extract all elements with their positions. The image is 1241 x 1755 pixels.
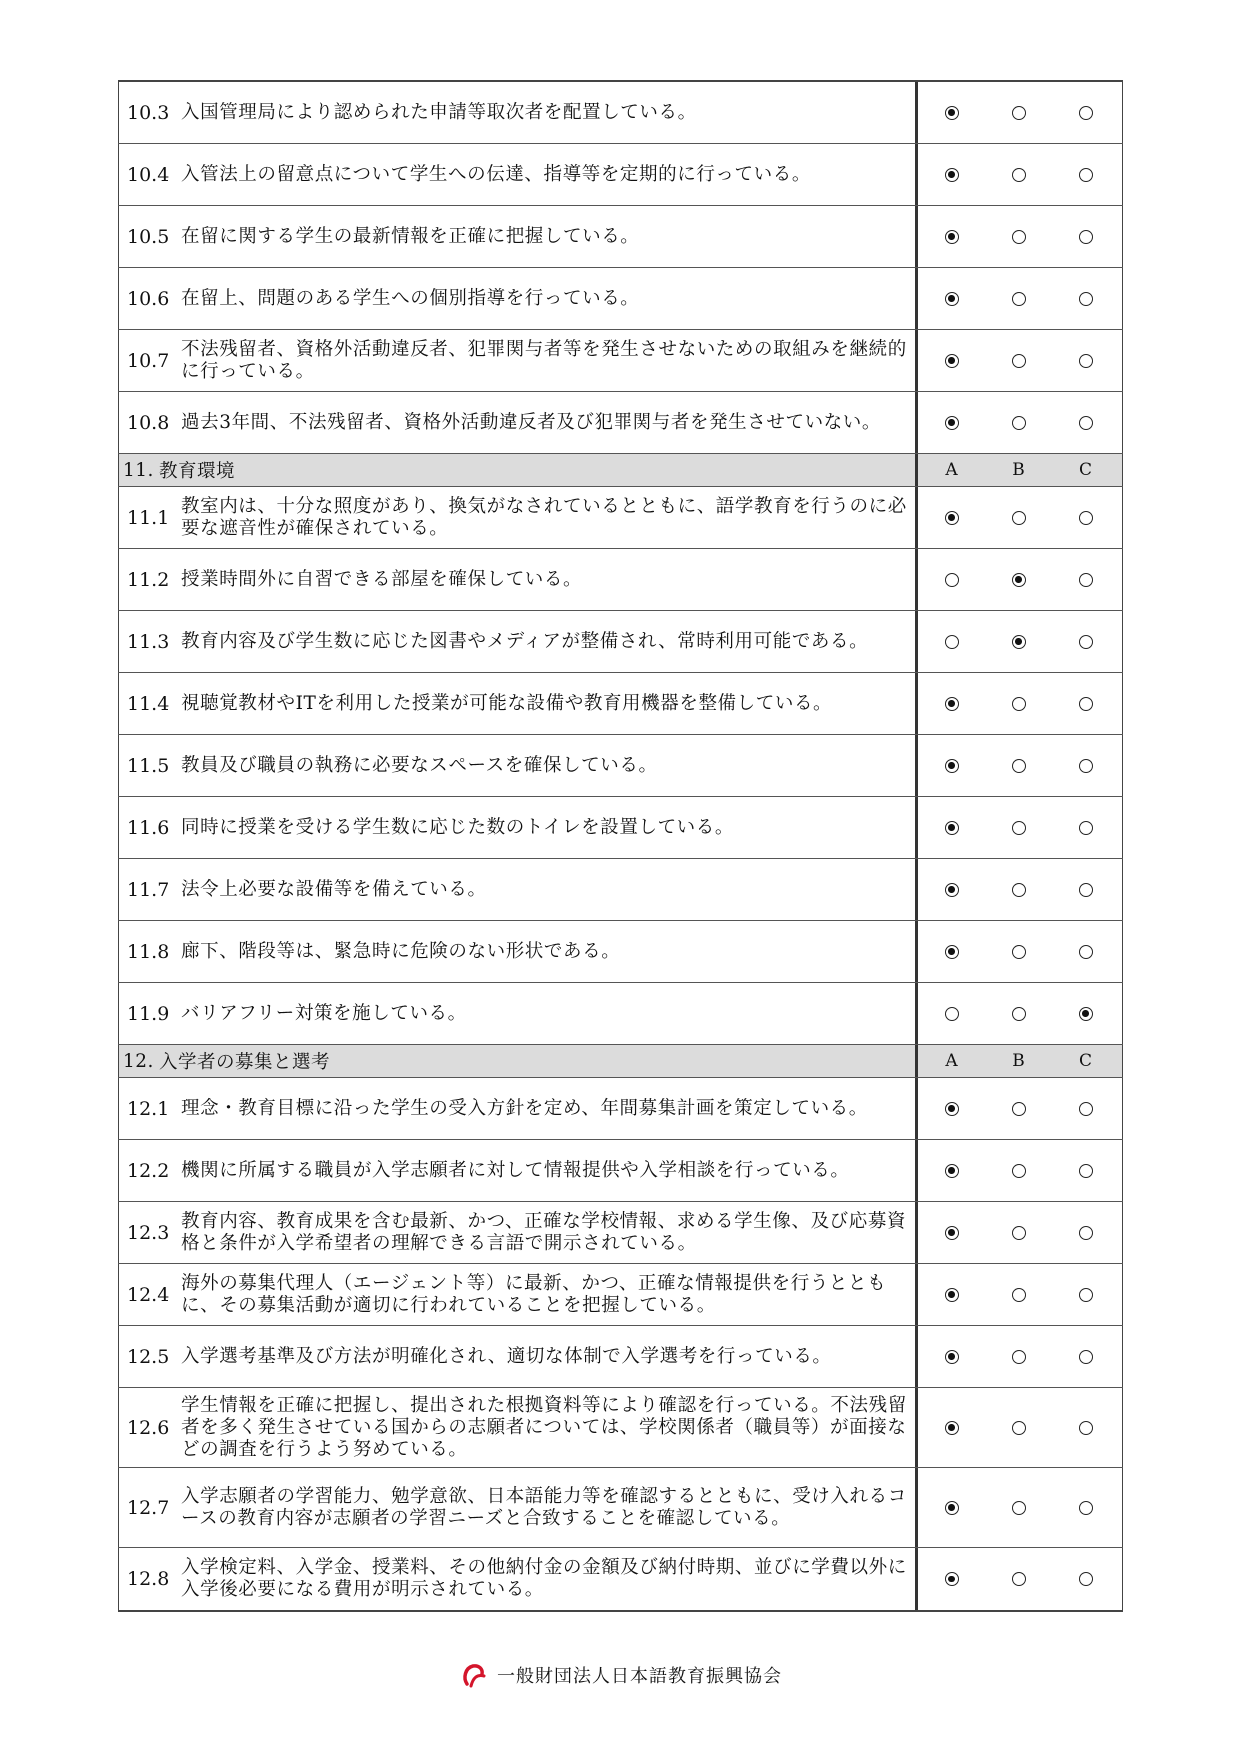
radio-selected-icon[interactable]	[945, 1421, 959, 1435]
rating-option-c[interactable]	[1052, 230, 1119, 244]
criteria-row	[118, 1326, 1123, 1388]
rating-options	[918, 859, 1123, 920]
rating-option-b[interactable]	[985, 1501, 1052, 1515]
criteria-text: 過去3年間、不法残留者、資格外活動違反者及び犯罪関与者を発生させていない。	[181, 411, 881, 433]
rating-option-b[interactable]	[985, 883, 1052, 897]
rating-option-c[interactable]	[1052, 1226, 1119, 1240]
radio-empty-icon[interactable]	[1012, 697, 1026, 711]
radio-selected-icon[interactable]	[1012, 635, 1026, 649]
criteria-row	[118, 549, 1123, 611]
rating-option-c[interactable]	[1052, 759, 1119, 773]
rating-option-a[interactable]	[918, 1421, 985, 1435]
rating-column-label: B	[1012, 1051, 1025, 1071]
criteria-number: 12.7	[127, 1496, 170, 1519]
criteria-text: 不法残留者、資格外活動違反者、犯罪関与者等を発生させないための取組みを継続的に行っている。	[181, 338, 907, 382]
radio-empty-icon[interactable]	[1012, 230, 1026, 244]
radio-empty-icon[interactable]	[1079, 1421, 1093, 1435]
criteria-cell	[118, 82, 918, 143]
radio-empty-icon[interactable]	[1079, 168, 1093, 182]
rating-option-a[interactable]	[918, 1350, 985, 1364]
radio-empty-icon[interactable]	[1012, 168, 1026, 182]
criteria-number: 10.7	[127, 349, 170, 372]
rating-option-b[interactable]	[985, 1226, 1052, 1240]
radio-empty-icon[interactable]	[1012, 759, 1026, 773]
rating-option-c[interactable]	[1052, 1164, 1119, 1178]
criteria-text: バリアフリー対策を施している。	[181, 1002, 467, 1024]
rating-column-label: B	[1012, 460, 1025, 480]
criteria-cell	[118, 487, 918, 548]
rating-option-c[interactable]	[1052, 106, 1119, 120]
rating-option-a[interactable]	[918, 821, 985, 835]
criteria-number: 12.3	[127, 1221, 170, 1244]
rating-options	[918, 1468, 1123, 1547]
radio-selected-icon[interactable]	[945, 511, 959, 525]
criteria-cell	[118, 859, 918, 920]
page-footer	[0, 1660, 1241, 1690]
rating-options	[918, 735, 1123, 796]
criteria-row	[118, 921, 1123, 983]
section-header	[118, 454, 1123, 487]
rating-options	[918, 611, 1123, 672]
section-title: 教育環境	[159, 461, 236, 482]
radio-selected-icon[interactable]	[945, 230, 959, 244]
rating-option-a[interactable]	[918, 511, 985, 525]
criteria-cell	[118, 206, 918, 267]
radio-empty-icon[interactable]	[1012, 1350, 1026, 1364]
criteria-number: 11.9	[127, 1002, 170, 1025]
criteria-row	[118, 1468, 1123, 1548]
radio-empty-icon[interactable]	[1079, 697, 1093, 711]
rating-option-a[interactable]	[918, 1572, 985, 1586]
rating-option-c[interactable]	[1052, 1501, 1119, 1515]
rating-option-a[interactable]	[918, 697, 985, 711]
radio-selected-icon[interactable]	[945, 354, 959, 368]
radio-selected-icon[interactable]	[945, 883, 959, 897]
rating-option-b[interactable]	[985, 354, 1052, 368]
section-header	[118, 1045, 1123, 1078]
radio-selected-icon[interactable]	[945, 1226, 959, 1240]
criteria-text: 海外の募集代理人（エージェント等）に最新、かつ、正確な情報提供を行うとともに、その募集活動が適切に行われていることを把握している。	[181, 1272, 887, 1316]
rating-option-a[interactable]	[918, 416, 985, 430]
criteria-row	[118, 797, 1123, 859]
criteria-cell	[118, 1388, 918, 1467]
criteria-text: 法令上必要な設備等を備えている。	[181, 878, 487, 900]
rating-option-b[interactable]	[985, 292, 1052, 306]
radio-selected-icon[interactable]	[945, 106, 959, 120]
rating-options	[918, 1140, 1123, 1201]
rating-column-label: C	[1078, 460, 1092, 480]
radio-empty-icon[interactable]	[1079, 821, 1093, 835]
rating-option-b[interactable]	[985, 106, 1052, 120]
jpf-logo-icon	[459, 1660, 489, 1690]
rating-option-a[interactable]	[918, 635, 985, 649]
criteria-cell	[118, 1078, 918, 1139]
criteria-text: 理念・教育目標に沿った学生の受入方針を定め、年間募集計画を策定している。	[181, 1097, 868, 1119]
criteria-cell	[118, 735, 918, 796]
criteria-text: 同時に授業を受ける学生数に応じた数のトイレを設置している。	[181, 816, 734, 838]
criteria-row	[118, 1202, 1123, 1264]
rating-options	[918, 206, 1123, 267]
criteria-text: 教育内容、教育成果を含む最新、かつ、正確な学校情報、求める学生像、及び応募資格と条件が入学希望者の理解できる言語で開示されている。	[181, 1210, 907, 1254]
criteria-number: 11.1	[127, 506, 170, 529]
rating-option-b[interactable]	[985, 1572, 1052, 1586]
rating-options	[918, 921, 1123, 982]
rating-option-a[interactable]	[918, 945, 985, 959]
rating-column-label: C	[1078, 1051, 1092, 1071]
criteria-number: 11.8	[127, 940, 170, 963]
rating-options	[918, 673, 1123, 734]
criteria-number: 11.3	[127, 630, 170, 653]
radio-empty-icon[interactable]	[1012, 1226, 1026, 1240]
rating-options	[918, 392, 1123, 453]
criteria-number: 12.4	[127, 1283, 170, 1306]
criteria-number: 11.4	[127, 692, 170, 715]
rating-options	[918, 1264, 1123, 1325]
radio-selected-icon[interactable]	[945, 759, 959, 773]
criteria-text: 廊下、階段等は、緊急時に危険のない形状である。	[181, 940, 621, 962]
radio-empty-icon[interactable]	[1012, 821, 1026, 835]
radio-empty-icon[interactable]	[1079, 230, 1093, 244]
rating-options	[918, 549, 1123, 610]
rating-option-c[interactable]	[1052, 883, 1119, 897]
radio-empty-icon[interactable]	[1079, 354, 1093, 368]
criteria-number: 11.7	[127, 878, 170, 901]
criteria-row	[118, 144, 1123, 206]
rating-option-c[interactable]	[1052, 1007, 1119, 1021]
criteria-row	[118, 859, 1123, 921]
rating-option-c[interactable]	[1052, 1350, 1119, 1364]
radio-selected-icon[interactable]	[1012, 573, 1026, 587]
criteria-row	[118, 1388, 1123, 1468]
radio-empty-icon[interactable]	[1079, 511, 1093, 525]
criteria-text: 教育内容及び学生数に応じた図書やメディアが整備され、常時利用可能である。	[181, 630, 869, 652]
radio-selected-icon[interactable]	[945, 168, 959, 182]
criteria-cell	[118, 1140, 918, 1201]
radio-selected-icon[interactable]	[945, 416, 959, 430]
radio-selected-icon[interactable]	[945, 1501, 959, 1515]
criteria-cell	[118, 983, 918, 1044]
criteria-row	[118, 392, 1123, 454]
radio-empty-icon[interactable]	[1012, 292, 1026, 306]
criteria-text: 入学選考基準及び方法が明確化され、適切な体制で入学選考を行っている。	[181, 1345, 832, 1367]
rating-option-c[interactable]	[1052, 168, 1119, 182]
rating-option-c[interactable]	[1052, 1421, 1119, 1435]
criteria-number: 10.8	[127, 411, 170, 434]
radio-empty-icon[interactable]	[1079, 292, 1093, 306]
radio-empty-icon[interactable]	[1012, 106, 1026, 120]
criteria-row	[118, 206, 1123, 268]
rating-option-a[interactable]	[918, 573, 985, 587]
criteria-cell	[118, 797, 918, 858]
radio-empty-icon[interactable]	[1079, 106, 1093, 120]
radio-selected-icon[interactable]	[945, 292, 959, 306]
rating-options	[918, 1326, 1123, 1387]
criteria-row	[118, 330, 1123, 392]
radio-empty-icon[interactable]	[1012, 1007, 1026, 1021]
criteria-text: 入国管理局により認められた申請等取次者を配置している。	[181, 101, 697, 123]
radio-selected-icon[interactable]	[945, 1350, 959, 1364]
criteria-cell	[118, 392, 918, 453]
radio-empty-icon[interactable]	[1012, 511, 1026, 525]
radio-empty-icon[interactable]	[945, 1007, 959, 1021]
section-number: 11.	[123, 459, 154, 481]
criteria-row	[118, 268, 1123, 330]
criteria-text: 学生情報を正確に把握し、提出された根拠資料等により確認を行っている。不法残留者を多く発生させている国からの志願者については、学校関係者（職員等）が面接などの調査を行うよう努めている。	[181, 1394, 907, 1460]
rating-option-b[interactable]	[985, 511, 1052, 525]
radio-empty-icon[interactable]	[1079, 945, 1093, 959]
criteria-number: 11.6	[127, 816, 170, 839]
criteria-cell	[118, 1202, 918, 1263]
radio-empty-icon[interactable]	[945, 573, 959, 587]
rating-option-c[interactable]	[1052, 697, 1119, 711]
evaluation-table	[118, 80, 1123, 1612]
criteria-row	[118, 735, 1123, 797]
criteria-row	[118, 487, 1123, 549]
rating-option-c[interactable]	[1052, 821, 1119, 835]
radio-empty-icon[interactable]	[1012, 1164, 1026, 1178]
criteria-text: 教員及び職員の執務に必要なスペースを確保している。	[181, 754, 658, 776]
criteria-text: 教室内は、十分な照度があり、換気がなされているとともに、語学教育を行うのに必要な遮音性が確保されている。	[181, 495, 907, 539]
radio-selected-icon[interactable]	[945, 1288, 959, 1302]
radio-empty-icon[interactable]	[1012, 416, 1026, 430]
rating-option-b[interactable]	[985, 945, 1052, 959]
radio-selected-icon[interactable]	[945, 821, 959, 835]
radio-empty-icon[interactable]	[1012, 1421, 1026, 1435]
radio-selected-icon[interactable]	[945, 1164, 959, 1178]
criteria-row	[118, 673, 1123, 735]
rating-option-b[interactable]	[985, 635, 1052, 649]
radio-selected-icon[interactable]	[945, 1572, 959, 1586]
radio-empty-icon[interactable]	[1012, 1572, 1026, 1586]
criteria-cell	[118, 921, 918, 982]
criteria-cell	[118, 330, 918, 391]
rating-option-a[interactable]	[918, 759, 985, 773]
rating-option-a[interactable]	[918, 168, 985, 182]
criteria-cell	[118, 549, 918, 610]
criteria-number: 11.2	[127, 568, 170, 591]
rating-option-b[interactable]	[985, 230, 1052, 244]
rating-option-b[interactable]	[985, 1350, 1052, 1364]
rating-options	[918, 487, 1123, 548]
criteria-text: 入学志願者の学習能力、勉学意欲、日本語能力等を確認するとともに、受け入れるコースの教育内容が志願者の学習ニーズと合致することを確認している。	[181, 1485, 907, 1529]
radio-empty-icon[interactable]	[945, 635, 959, 649]
rating-option-c[interactable]	[1052, 416, 1119, 430]
criteria-cell	[118, 673, 918, 734]
criteria-text: 在留に関する学生の最新情報を正確に把握している。	[181, 225, 640, 247]
criteria-cell	[118, 268, 918, 329]
radio-empty-icon[interactable]	[1079, 1102, 1093, 1116]
criteria-cell	[118, 1548, 918, 1610]
criteria-row	[118, 1548, 1123, 1610]
rating-option-a[interactable]	[918, 230, 985, 244]
rating-options	[918, 1202, 1123, 1263]
rating-option-a[interactable]	[918, 1164, 985, 1178]
rating-options	[918, 1548, 1123, 1610]
criteria-row	[118, 82, 1123, 144]
rating-option-c[interactable]	[1052, 1572, 1119, 1586]
rating-options	[918, 983, 1123, 1044]
criteria-text: 機関に所属する職員が入学志願者に対して情報提供や入学相談を行っている。	[181, 1159, 850, 1181]
criteria-text: 入管法上の留意点について学生への伝達、指導等を定期的に行っている。	[181, 163, 811, 185]
rating-column-label: A	[945, 1051, 958, 1071]
criteria-text: 入学検定料、入学金、授業料、その他納付金の金額及び納付時期、並びに学費以外に入学後必要になる費用が明示されている。	[181, 1557, 907, 1600]
radio-selected-icon[interactable]	[945, 1102, 959, 1116]
criteria-text: 視聴覚教材やITを利用した授業が可能な設備や教育用機器を整備している。	[181, 692, 833, 714]
rating-option-a[interactable]	[918, 1501, 985, 1515]
radio-empty-icon[interactable]	[1012, 945, 1026, 959]
rating-column-label: A	[945, 460, 958, 480]
criteria-number: 12.2	[127, 1159, 170, 1182]
criteria-cell	[118, 611, 918, 672]
rating-option-c[interactable]	[1052, 1102, 1119, 1116]
rating-option-b[interactable]	[985, 573, 1052, 587]
radio-empty-icon[interactable]	[1079, 1226, 1093, 1240]
radio-empty-icon[interactable]	[1079, 635, 1093, 649]
criteria-row	[118, 1140, 1123, 1202]
criteria-number: 10.4	[127, 163, 170, 186]
radio-empty-icon[interactable]	[1012, 1288, 1026, 1302]
radio-empty-icon[interactable]	[1079, 1288, 1093, 1302]
rating-option-c[interactable]	[1052, 292, 1119, 306]
rating-option-c[interactable]	[1052, 635, 1119, 649]
rating-option-b[interactable]	[985, 759, 1052, 773]
section-title-cell	[118, 454, 918, 486]
rating-option-b[interactable]	[985, 697, 1052, 711]
radio-empty-icon[interactable]	[1079, 1350, 1093, 1364]
rating-option-c[interactable]	[1052, 573, 1119, 587]
criteria-number: 12.6	[127, 1416, 170, 1439]
radio-empty-icon[interactable]	[1012, 354, 1026, 368]
criteria-text: 授業時間外に自習できる部屋を確保している。	[181, 568, 583, 590]
radio-selected-icon[interactable]	[945, 945, 959, 959]
rating-options	[918, 1078, 1123, 1139]
rating-option-a[interactable]	[918, 1288, 985, 1302]
rating-option-a[interactable]	[918, 354, 985, 368]
rating-option-b[interactable]	[985, 821, 1052, 835]
rating-option-b[interactable]	[985, 1288, 1052, 1302]
rating-option-b[interactable]	[985, 416, 1052, 430]
radio-empty-icon[interactable]	[1079, 1164, 1093, 1178]
rating-option-c[interactable]	[1052, 945, 1119, 959]
radio-empty-icon[interactable]	[1079, 1572, 1093, 1586]
rating-option-a[interactable]	[918, 1007, 985, 1021]
section-title-cell	[118, 1045, 918, 1077]
rating-option-b[interactable]	[985, 1421, 1052, 1435]
rating-option-a[interactable]	[918, 1226, 985, 1240]
criteria-number: 10.3	[127, 101, 170, 124]
rating-option-b[interactable]	[985, 1102, 1052, 1116]
criteria-cell	[118, 1326, 918, 1387]
criteria-text: 在留上、問題のある学生への個別指導を行っている。	[181, 287, 640, 309]
radio-empty-icon[interactable]	[1079, 883, 1093, 897]
criteria-row	[118, 983, 1123, 1045]
rating-options	[918, 797, 1123, 858]
radio-selected-icon[interactable]	[945, 697, 959, 711]
rating-options	[918, 330, 1123, 391]
organization-name: 一般財団法人日本語教育振興協会	[497, 1666, 782, 1687]
criteria-number: 12.8	[127, 1568, 170, 1590]
radio-empty-icon[interactable]	[1079, 759, 1093, 773]
rating-option-b[interactable]	[985, 168, 1052, 182]
radio-empty-icon[interactable]	[1012, 1102, 1026, 1116]
criteria-number: 12.1	[127, 1097, 170, 1120]
section-number: 12.	[123, 1050, 154, 1072]
rating-option-c[interactable]	[1052, 354, 1119, 368]
rating-column-headers	[918, 1045, 1123, 1077]
criteria-row	[118, 1264, 1123, 1326]
radio-empty-icon[interactable]	[1079, 1501, 1093, 1515]
radio-selected-icon[interactable]	[1079, 1007, 1093, 1021]
rating-option-c[interactable]	[1052, 511, 1119, 525]
rating-column-headers	[918, 454, 1123, 486]
criteria-cell	[118, 1468, 918, 1547]
criteria-cell	[118, 144, 918, 205]
rating-options	[918, 144, 1123, 205]
criteria-number: 10.6	[127, 287, 170, 310]
radio-empty-icon[interactable]	[1012, 1501, 1026, 1515]
section-title: 入学者の募集と選考	[159, 1052, 331, 1073]
rating-option-b[interactable]	[985, 1007, 1052, 1021]
rating-option-a[interactable]	[918, 292, 985, 306]
rating-options	[918, 268, 1123, 329]
radio-empty-icon[interactable]	[1079, 416, 1093, 430]
rating-option-a[interactable]	[918, 883, 985, 897]
rating-option-b[interactable]	[985, 1164, 1052, 1178]
criteria-cell	[118, 1264, 918, 1325]
criteria-row	[118, 1078, 1123, 1140]
rating-option-a[interactable]	[918, 106, 985, 120]
criteria-number: 12.5	[127, 1345, 170, 1368]
rating-option-a[interactable]	[918, 1102, 985, 1116]
criteria-row	[118, 611, 1123, 673]
rating-option-c[interactable]	[1052, 1288, 1119, 1302]
radio-empty-icon[interactable]	[1012, 883, 1026, 897]
rating-options	[918, 1388, 1123, 1467]
radio-empty-icon[interactable]	[1079, 573, 1093, 587]
criteria-number: 11.5	[127, 754, 170, 777]
rating-options	[918, 82, 1123, 143]
criteria-number: 10.5	[127, 225, 170, 248]
